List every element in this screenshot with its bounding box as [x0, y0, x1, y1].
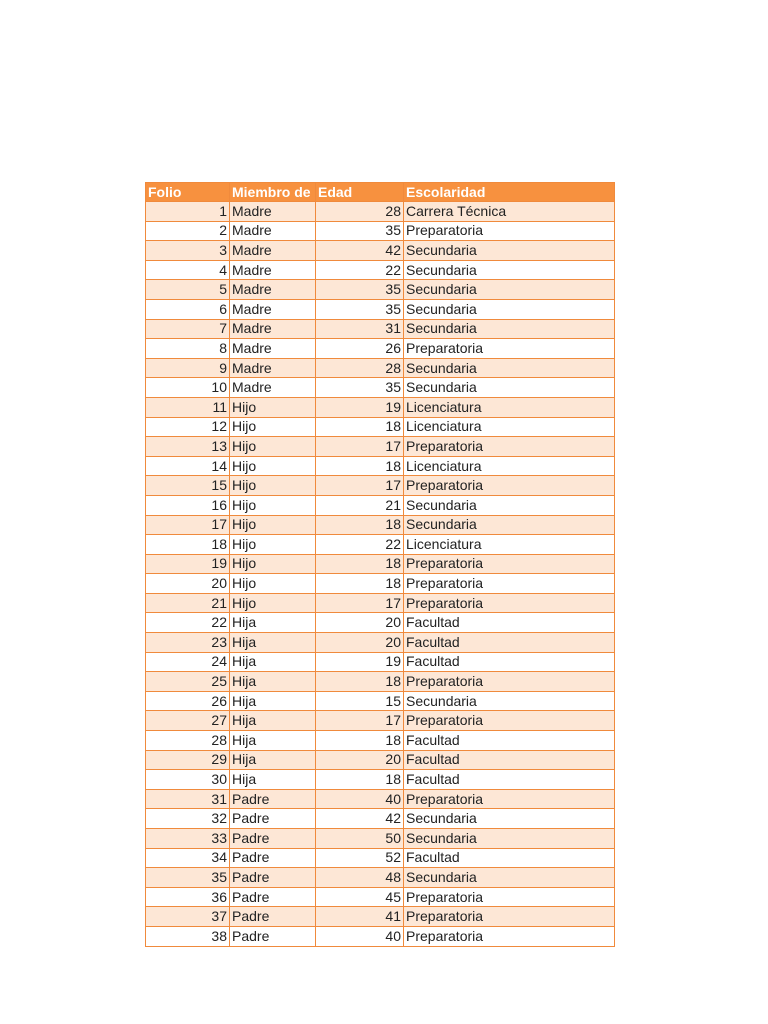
miembro-cell: Hija [230, 652, 316, 672]
escolaridad-cell: Preparatoria [404, 221, 615, 241]
edad-cell: 18 [316, 770, 404, 790]
table-row [146, 378, 615, 398]
table-row [146, 437, 615, 457]
edad-cell: 18 [316, 731, 404, 751]
table-row [146, 299, 615, 319]
edad-cell: 50 [316, 829, 404, 849]
table-row [146, 535, 615, 555]
folio-cell: 10 [146, 378, 230, 398]
escolaridad-cell: Carrera Técnica [404, 202, 615, 222]
table-row [146, 417, 615, 437]
edad-cell: 22 [316, 260, 404, 280]
edad-cell: 22 [316, 535, 404, 555]
header-row [146, 183, 615, 202]
escolaridad-cell: Secundaria [404, 299, 615, 319]
escolaridad-cell: Preparatoria [404, 593, 615, 613]
miembro-cell: Hijo [230, 456, 316, 476]
miembro-cell: Hija [230, 711, 316, 731]
table-row [146, 241, 615, 261]
folio-cell: 34 [146, 848, 230, 868]
folio-cell: 23 [146, 633, 230, 653]
table-body [146, 202, 615, 947]
edad-cell: 17 [316, 593, 404, 613]
miembro-cell: Madre [230, 280, 316, 300]
data-table [145, 182, 615, 947]
folio-cell: 38 [146, 926, 230, 946]
edad-cell: 20 [316, 633, 404, 653]
table-row [146, 907, 615, 927]
miembro-cell: Madre [230, 339, 316, 359]
miembro-cell: Hija [230, 770, 316, 790]
escolaridad-cell: Secundaria [404, 378, 615, 398]
miembro-cell: Padre [230, 887, 316, 907]
folio-cell: 17 [146, 515, 230, 535]
edad-cell: 35 [316, 221, 404, 241]
edad-cell: 41 [316, 907, 404, 927]
miembro-cell: Madre [230, 202, 316, 222]
header-miembro: Miembro de [230, 183, 316, 202]
edad-cell: 35 [316, 280, 404, 300]
escolaridad-cell: Licenciatura [404, 397, 615, 417]
folio-cell: 9 [146, 358, 230, 378]
edad-cell: 26 [316, 339, 404, 359]
edad-cell: 15 [316, 691, 404, 711]
folio-cell: 14 [146, 456, 230, 476]
miembro-cell: Hijo [230, 535, 316, 555]
table-row [146, 770, 615, 790]
miembro-cell: Padre [230, 868, 316, 888]
miembro-cell: Hija [230, 750, 316, 770]
escolaridad-cell: Licenciatura [404, 417, 615, 437]
folio-cell: 19 [146, 554, 230, 574]
edad-cell: 35 [316, 378, 404, 398]
table-row [146, 339, 615, 359]
miembro-cell: Hijo [230, 476, 316, 496]
table-row [146, 848, 615, 868]
miembro-cell: Hijo [230, 593, 316, 613]
folio-cell: 6 [146, 299, 230, 319]
escolaridad-cell: Preparatoria [404, 574, 615, 594]
escolaridad-cell: Preparatoria [404, 887, 615, 907]
header-folio: Folio [146, 183, 230, 202]
miembro-cell: Hijo [230, 554, 316, 574]
edad-cell: 18 [316, 417, 404, 437]
folio-cell: 16 [146, 495, 230, 515]
escolaridad-cell: Licenciatura [404, 535, 615, 555]
escolaridad-cell: Preparatoria [404, 476, 615, 496]
folio-cell: 3 [146, 241, 230, 261]
table-row [146, 397, 615, 417]
folio-cell: 18 [146, 535, 230, 555]
miembro-cell: Madre [230, 319, 316, 339]
escolaridad-cell: Preparatoria [404, 339, 615, 359]
escolaridad-cell: Preparatoria [404, 926, 615, 946]
table-row [146, 515, 615, 535]
folio-cell: 27 [146, 711, 230, 731]
table-row [146, 358, 615, 378]
miembro-cell: Madre [230, 260, 316, 280]
table-row [146, 495, 615, 515]
table-row [146, 672, 615, 692]
edad-cell: 21 [316, 495, 404, 515]
edad-cell: 17 [316, 437, 404, 457]
table-row [146, 280, 615, 300]
miembro-cell: Madre [230, 358, 316, 378]
miembro-cell: Hijo [230, 495, 316, 515]
escolaridad-cell: Secundaria [404, 691, 615, 711]
edad-cell: 42 [316, 241, 404, 261]
table-row [146, 221, 615, 241]
escolaridad-cell: Secundaria [404, 495, 615, 515]
table-row [146, 652, 615, 672]
table-row [146, 202, 615, 222]
folio-cell: 21 [146, 593, 230, 613]
folio-cell: 8 [146, 339, 230, 359]
edad-cell: 20 [316, 750, 404, 770]
escolaridad-cell: Facultad [404, 633, 615, 653]
header-escolaridad: Escolaridad [404, 183, 615, 202]
folio-cell: 22 [146, 613, 230, 633]
table-row [146, 829, 615, 849]
escolaridad-cell: Facultad [404, 770, 615, 790]
folio-cell: 2 [146, 221, 230, 241]
table-row [146, 260, 615, 280]
table-row [146, 574, 615, 594]
folio-cell: 31 [146, 789, 230, 809]
escolaridad-cell: Secundaria [404, 868, 615, 888]
folio-cell: 11 [146, 397, 230, 417]
folio-cell: 13 [146, 437, 230, 457]
table-row [146, 554, 615, 574]
edad-cell: 28 [316, 202, 404, 222]
escolaridad-cell: Facultad [404, 750, 615, 770]
escolaridad-cell: Secundaria [404, 515, 615, 535]
miembro-cell: Padre [230, 926, 316, 946]
table-row [146, 887, 615, 907]
folio-cell: 29 [146, 750, 230, 770]
table-row [146, 476, 615, 496]
escolaridad-cell: Preparatoria [404, 554, 615, 574]
edad-cell: 19 [316, 652, 404, 672]
edad-cell: 40 [316, 926, 404, 946]
escolaridad-cell: Secundaria [404, 280, 615, 300]
escolaridad-cell: Secundaria [404, 358, 615, 378]
escolaridad-cell: Preparatoria [404, 672, 615, 692]
miembro-cell: Madre [230, 241, 316, 261]
edad-cell: 18 [316, 574, 404, 594]
folio-cell: 33 [146, 829, 230, 849]
escolaridad-cell: Secundaria [404, 809, 615, 829]
miembro-cell: Madre [230, 221, 316, 241]
table-row [146, 809, 615, 829]
escolaridad-cell: Facultad [404, 613, 615, 633]
edad-cell: 40 [316, 789, 404, 809]
table-row [146, 750, 615, 770]
edad-cell: 52 [316, 848, 404, 868]
table-row [146, 926, 615, 946]
edad-cell: 18 [316, 672, 404, 692]
miembro-cell: Hijo [230, 515, 316, 535]
folio-cell: 35 [146, 868, 230, 888]
miembro-cell: Padre [230, 848, 316, 868]
miembro-cell: Padre [230, 789, 316, 809]
miembro-cell: Madre [230, 299, 316, 319]
folio-cell: 1 [146, 202, 230, 222]
miembro-cell: Hijo [230, 437, 316, 457]
edad-cell: 20 [316, 613, 404, 633]
edad-cell: 28 [316, 358, 404, 378]
folio-cell: 30 [146, 770, 230, 790]
miembro-cell: Hija [230, 731, 316, 751]
escolaridad-cell: Licenciatura [404, 456, 615, 476]
miembro-cell: Hija [230, 613, 316, 633]
miembro-cell: Madre [230, 378, 316, 398]
miembro-cell: Hija [230, 633, 316, 653]
table-row [146, 789, 615, 809]
table-row [146, 691, 615, 711]
escolaridad-cell: Secundaria [404, 241, 615, 261]
miembro-cell: Padre [230, 809, 316, 829]
edad-cell: 18 [316, 456, 404, 476]
miembro-cell: Hija [230, 672, 316, 692]
table-row [146, 319, 615, 339]
folio-cell: 25 [146, 672, 230, 692]
edad-cell: 19 [316, 397, 404, 417]
folio-cell: 20 [146, 574, 230, 594]
escolaridad-cell: Secundaria [404, 260, 615, 280]
edad-cell: 17 [316, 711, 404, 731]
edad-cell: 42 [316, 809, 404, 829]
folio-cell: 12 [146, 417, 230, 437]
miembro-cell: Hijo [230, 417, 316, 437]
edad-cell: 48 [316, 868, 404, 888]
escolaridad-cell: Secundaria [404, 829, 615, 849]
escolaridad-cell: Preparatoria [404, 789, 615, 809]
table-row [146, 456, 615, 476]
folio-cell: 24 [146, 652, 230, 672]
table-row [146, 633, 615, 653]
folio-cell: 7 [146, 319, 230, 339]
folio-cell: 4 [146, 260, 230, 280]
folio-cell: 5 [146, 280, 230, 300]
folio-cell: 15 [146, 476, 230, 496]
edad-cell: 17 [316, 476, 404, 496]
table-row [146, 613, 615, 633]
folio-cell: 32 [146, 809, 230, 829]
miembro-cell: Hijo [230, 397, 316, 417]
table-row [146, 711, 615, 731]
edad-cell: 45 [316, 887, 404, 907]
folio-cell: 28 [146, 731, 230, 751]
edad-cell: 31 [316, 319, 404, 339]
folio-cell: 36 [146, 887, 230, 907]
edad-cell: 18 [316, 554, 404, 574]
folio-cell: 37 [146, 907, 230, 927]
edad-cell: 35 [316, 299, 404, 319]
escolaridad-cell: Preparatoria [404, 711, 615, 731]
escolaridad-cell: Preparatoria [404, 437, 615, 457]
escolaridad-cell: Facultad [404, 848, 615, 868]
miembro-cell: Hijo [230, 574, 316, 594]
escolaridad-cell: Facultad [404, 731, 615, 751]
escolaridad-cell: Preparatoria [404, 907, 615, 927]
table-header [146, 183, 615, 202]
table-row [146, 731, 615, 751]
miembro-cell: Padre [230, 907, 316, 927]
miembro-cell: Padre [230, 829, 316, 849]
escolaridad-cell: Facultad [404, 652, 615, 672]
header-edad: Edad [316, 183, 404, 202]
escolaridad-cell: Secundaria [404, 319, 615, 339]
miembro-cell: Hija [230, 691, 316, 711]
table-row [146, 868, 615, 888]
table-row [146, 593, 615, 613]
edad-cell: 18 [316, 515, 404, 535]
folio-cell: 26 [146, 691, 230, 711]
